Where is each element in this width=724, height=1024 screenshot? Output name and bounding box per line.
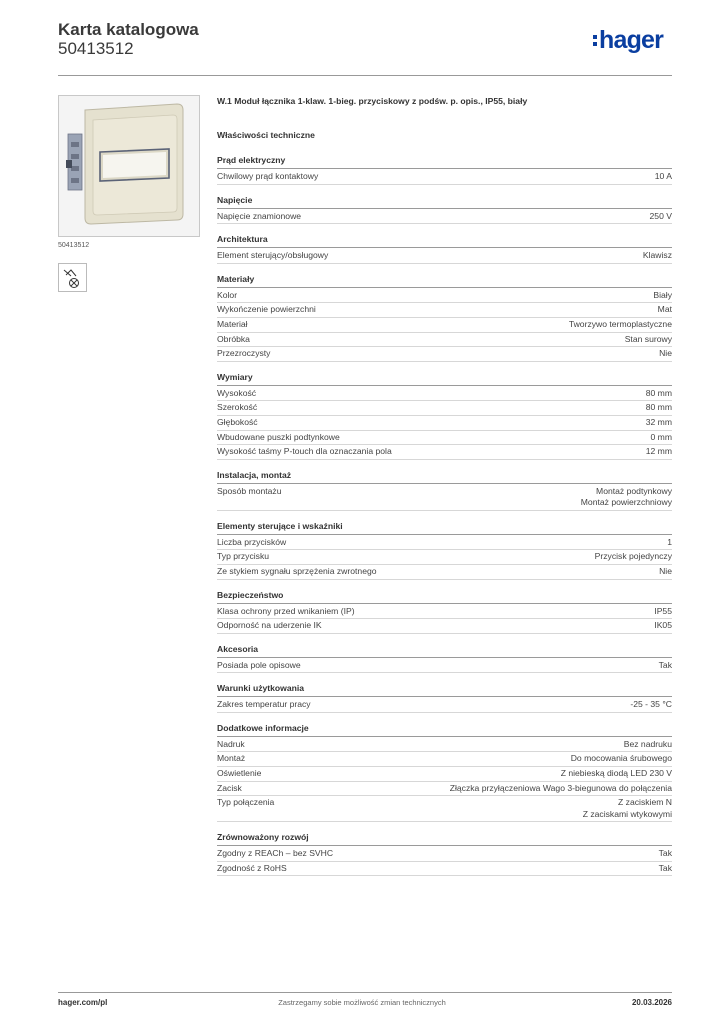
property-value-line: Tak	[658, 862, 672, 873]
property-value	[654, 605, 672, 619]
property-row	[217, 289, 672, 304]
property-row	[217, 698, 672, 713]
property-label: Przezroczysty	[217, 348, 271, 359]
property-group	[217, 644, 672, 674]
property-value-line: Stan surowy	[624, 333, 672, 344]
property-row	[217, 303, 672, 318]
property-label: Zgodny z REACh – bez SVHC	[217, 848, 334, 859]
property-label: Sposób montażu	[217, 485, 282, 496]
property-value-line: 10 A	[654, 171, 672, 181]
property-label: Głębokość	[217, 416, 258, 427]
property-label: Zgodność z RoHS	[217, 862, 287, 873]
property-value-line: Z zaciskiem N	[618, 797, 672, 808]
property-value-line: IK05	[654, 620, 672, 631]
property-row	[217, 738, 672, 753]
property-group	[217, 683, 672, 713]
property-value	[581, 486, 672, 509]
group-title: Napięcie	[217, 195, 672, 209]
property-label: Posiada pole opisowe	[217, 659, 301, 670]
property-value	[659, 659, 672, 673]
property-value	[595, 550, 672, 564]
property-value-line: Tak	[658, 848, 672, 859]
property-row	[217, 565, 672, 580]
technical-properties	[217, 120, 672, 876]
group-title: Bezpieczeństwo	[217, 590, 672, 604]
property-value-line: Montaż powierzchniowy	[580, 497, 672, 508]
property-value	[646, 387, 672, 401]
property-value	[450, 782, 672, 796]
property-value-line: Bez nadruku	[623, 738, 672, 749]
group-title: Prąd elektryczny	[217, 155, 672, 169]
property-group	[217, 155, 672, 185]
property-label: Wbudowane puszki podtynkowe	[217, 431, 340, 442]
property-value	[651, 431, 672, 445]
property-label: Zakres temperatur pracy	[217, 699, 311, 710]
group-title: Instalacja, montaż	[217, 470, 672, 484]
property-value-line: Przycisk pojedynczy	[594, 551, 672, 562]
property-row	[217, 550, 672, 565]
property-value	[624, 738, 672, 752]
property-value-line: 80 mm	[645, 387, 672, 398]
property-value	[658, 303, 672, 317]
logo-mark-icon	[593, 35, 597, 46]
property-row	[217, 782, 672, 797]
property-value	[654, 619, 672, 633]
property-value	[667, 536, 672, 550]
pictogram	[58, 263, 87, 292]
group-title: Elementy sterujące i wskaźniki	[217, 521, 672, 535]
property-value-line: Klawisz	[642, 250, 672, 261]
property-group	[217, 832, 672, 876]
property-label: Liczba przycisków	[217, 536, 287, 547]
property-group	[217, 234, 672, 264]
switch-module-picture	[59, 96, 199, 236]
header-divider	[58, 75, 672, 76]
property-value-line: Nie	[659, 348, 672, 359]
property-row	[217, 485, 672, 511]
property-value-line: 80 mm	[645, 402, 672, 413]
property-group	[217, 274, 672, 362]
property-value-line: Tworzywo termoplastyczne	[568, 318, 672, 329]
property-value	[643, 249, 672, 263]
property-value	[571, 752, 672, 766]
property-label: Oświetlenie	[217, 768, 262, 779]
property-value-line: Do mocowania śrubowego	[570, 753, 672, 764]
product-title: W.1 Moduł łącznika 1-klaw. 1-bieg. przyciskowy z podśw. p. opis., IP55, biały	[217, 96, 528, 106]
property-label: Typ połączenia	[217, 797, 275, 808]
property-value-line: -25 - 35 °C	[630, 699, 672, 710]
property-value-line: Złączka przyłączeniowa Wago 3-biegunowa do połączenia	[449, 782, 672, 793]
property-row	[217, 431, 672, 446]
property-row	[217, 445, 672, 460]
group-title: Wymiary	[217, 372, 672, 386]
property-group	[217, 723, 672, 822]
property-value	[569, 318, 672, 332]
property-value	[655, 170, 672, 184]
property-label: Wykończenie powierzchni	[217, 304, 316, 315]
property-label: Element sterujący/obsługowy	[217, 250, 329, 261]
property-value-line: Nie	[659, 565, 672, 576]
property-row	[217, 767, 672, 782]
property-group	[217, 372, 672, 460]
property-row	[217, 619, 672, 634]
logo-text: hager	[599, 26, 664, 54]
property-label: Obróbka	[217, 333, 250, 344]
property-value-line: Biały	[653, 289, 672, 300]
property-group	[217, 195, 672, 225]
catalog-number: 50413512	[58, 39, 134, 58]
group-title: Materiały	[217, 274, 672, 288]
property-value-line: Montaż podtynkowy	[596, 485, 672, 496]
property-value	[646, 401, 672, 415]
property-label: Napięcie znamionowe	[217, 210, 302, 221]
property-row	[217, 796, 672, 822]
property-value-line: Z niebieską diodą LED 230 V	[560, 768, 672, 779]
property-value	[625, 333, 672, 347]
footer-date: 20.03.2026	[631, 998, 672, 1007]
properties-heading: Właściwości techniczne	[217, 130, 315, 140]
property-value	[659, 347, 672, 361]
property-row	[217, 605, 672, 620]
property-row	[217, 752, 672, 767]
property-row	[217, 847, 672, 862]
property-label: Nadruk	[217, 738, 245, 749]
property-value	[659, 565, 672, 579]
property-value	[650, 210, 672, 224]
property-value	[646, 445, 672, 459]
property-row	[217, 416, 672, 431]
property-label: Typ przycisku	[217, 551, 270, 562]
property-label: Szerokość	[217, 402, 258, 413]
group-title: Zrównoważony rozwój	[217, 832, 672, 846]
property-row	[217, 536, 672, 551]
property-groups	[217, 155, 672, 876]
property-value-line: 12 mm	[645, 446, 672, 457]
property-label: Chwilowy prąd kontaktowy	[217, 171, 319, 181]
group-title: Architektura	[217, 234, 672, 248]
property-row	[217, 249, 672, 264]
property-label: Zacisk	[217, 782, 242, 793]
property-row	[217, 333, 672, 348]
document-title: Karta katalogowa	[58, 20, 199, 39]
property-label: Wysokość taśmy P-touch dla oznaczania pola	[217, 446, 392, 457]
property-value	[653, 289, 672, 303]
property-row	[217, 318, 672, 333]
property-label: Materiał	[217, 318, 248, 329]
footer-disclaimer: Zastrzegamy sobie możliwość zmian technicznych	[278, 998, 446, 1007]
property-row	[217, 387, 672, 402]
property-label: Klasa ochrony przed wnikaniem (IP)	[217, 605, 355, 616]
property-row	[217, 210, 672, 225]
property-value	[630, 698, 672, 712]
property-value-line: 250 V	[649, 210, 672, 221]
product-image	[58, 95, 200, 237]
property-value	[646, 416, 672, 430]
property-value-line: Z zaciskami wtykowymi	[582, 808, 672, 819]
property-group	[217, 470, 672, 511]
image-caption: 50413512	[58, 242, 90, 249]
property-label: Wysokość	[217, 387, 257, 398]
property-value	[561, 767, 672, 781]
group-title: Akcesoria	[217, 644, 672, 658]
property-value-line: Tak	[658, 659, 672, 670]
property-label: Kolor	[217, 289, 238, 300]
group-title: Dodatkowe informacje	[217, 723, 672, 737]
property-value-line: 0 mm	[650, 431, 672, 442]
property-label: Montaż	[217, 753, 246, 764]
property-value-line: Mat	[657, 304, 672, 315]
property-row	[217, 347, 672, 362]
property-row	[217, 170, 672, 185]
footer-divider	[58, 992, 672, 993]
property-value	[583, 797, 672, 820]
property-value-line: 1	[667, 536, 672, 547]
property-row	[217, 401, 672, 416]
property-value-line: 32 mm	[645, 416, 672, 427]
property-group	[217, 590, 672, 634]
property-label: Odporność na uderzenie IK	[217, 620, 322, 631]
property-row	[217, 659, 672, 674]
property-group	[217, 521, 672, 580]
property-value-line: IP55	[654, 605, 672, 616]
hager-logo	[593, 27, 663, 53]
property-label: Ze stykiem sygnału sprzężenia zwrotnego	[217, 565, 377, 576]
installation-pictogram-icon	[59, 264, 86, 291]
property-row	[217, 862, 672, 877]
footer-website[interactable]: hager.com/pl	[58, 998, 108, 1007]
property-value	[659, 862, 672, 876]
property-value	[659, 847, 672, 861]
group-title: Warunki użytkowania	[217, 683, 672, 697]
